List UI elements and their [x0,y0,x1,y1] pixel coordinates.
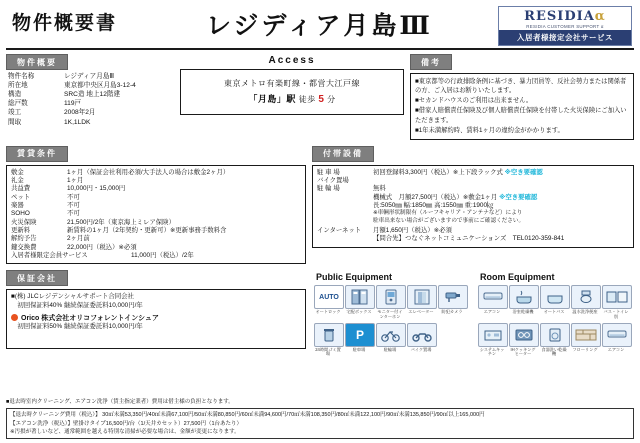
table-row [317,235,629,243]
public-equipment-grid [314,285,468,356]
equipment-item [345,323,373,357]
facility-status: ※空き要確認 [499,193,538,201]
guarantee-box [6,289,306,349]
equipment-label: 防犯カメラ [441,309,463,315]
equipment-label: 温水洗浄便座 [572,309,598,315]
dishwasher-icon [540,323,570,347]
page-title: 物件概要書 [12,12,118,34]
equipment-label: 浴室乾燥機 [512,309,534,315]
table-row [317,210,629,217]
access-heading: Access [268,55,316,66]
equipment-item [540,285,568,319]
footer-box-line: 【退去時クリーニング費用（税込）】 30㎡未満53,350円/40㎡未満67,100円/50㎡未満80,850円/60㎡未満94,600円/70㎡未満108,350円/80㎡未満122,100円/90㎡未満135,850円/90㎡以上165,000円 [10,412,485,419]
orico-company-name: Orico 株式会社オリコフォレントインシュア [21,314,159,322]
equipment-label: エレベーター [408,309,434,315]
remarks-heading: 備考 [410,54,452,70]
facility-value: 【問合先】つなぐネットコミュニケーションズ TEL0120-359-841 [373,235,565,243]
equipment-item [407,323,435,357]
intercom-icon [376,285,406,309]
table-row [317,177,629,185]
remarks-list [415,77,629,135]
equipment-groups [312,272,634,356]
footer-line-1: ■退去時室内クリーニング、エアコン洗浄（賃主指定業者）費用は借主様の負担となります。 [6,399,234,405]
equipment-label: 駐輪場 [383,346,397,352]
outline-key: 物件名称 [8,72,35,80]
equipment-item [602,285,630,319]
trash-room-icon [314,323,344,347]
footer-box [6,408,634,439]
rent-key: 敷金 [11,168,24,176]
table-row [6,109,174,118]
rent-value: 新賃料の1ヶ月（2年契約・更新可）※更新事務手数料含 [67,227,227,235]
outline-value: 東京都中央区月島3-12-4 [64,81,136,89]
parking-icon: P [345,323,375,347]
table-row [317,194,629,202]
facility-key [317,218,373,225]
orico-fee-line: 初回保証料50% 継続保証委託料10,000円/年 [11,322,143,330]
rent-value: 1ヶ月（保証会社利用必須/大手法人の場合は敷金2ヶ月） [67,168,230,176]
facility-value-text: 初回登録料3,300円（税込）※上下段ラック式 [373,168,503,176]
table-row [6,72,174,81]
equipment-label: IHクッキングヒーター [510,346,536,357]
facility-key [317,202,373,210]
table-row [11,194,301,202]
outline-value: 2008年2月 [64,109,96,117]
footer-box-line: 【エアコン洗浄（税込）】壁掛けタイプ16,500円/台（1/天井カセット）27,500円（1台あたり） [10,420,243,427]
rent-value: 10,000円・15,000円 [67,185,126,193]
room-equipment-title: Room Equipment [480,272,555,283]
air-conditioner-icon [478,285,508,309]
rent-key: ペット [11,193,31,201]
equipment-label: エアコン [607,346,625,352]
facility-heading: 付帯設備 [312,146,374,162]
rent-section [6,146,306,265]
table-row [11,169,301,177]
facility-key: バイク置場 [317,177,349,185]
equipment-item [345,285,373,319]
equipment-label: バス・トイレ別 [603,309,629,319]
rent-value: 11,000円（税込）/2年 [131,252,194,260]
rent-value: 不可 [67,193,80,201]
top-columns [6,54,634,140]
facility-value: 無料 [373,185,386,193]
facility-section [312,146,634,265]
rent-rows [11,169,301,261]
rent-key: 共益費 [11,185,31,193]
delivery-box-icon [345,285,375,309]
auto-lock-icon: AUTO [314,285,344,309]
rent-key: 鍵交換費 [11,243,37,251]
rent-value: 1ヶ月 [67,177,84,185]
outline-key: 構造 [8,90,22,98]
rent-value: 不可 [67,210,80,218]
auto-bath-icon [540,285,570,309]
orico-logo-icon [11,314,18,321]
equipment-label: オートバス [543,309,565,315]
facility-key: インターネット [317,226,362,234]
table-row [6,100,174,109]
equipment-item [438,285,466,319]
equipment-item [540,323,568,357]
outline-value: 119戸 [64,100,82,108]
list-item: ■東京都等の行政排除条例に基づき、暴力団員等、反社会勢力または関係者の方、ご入居はお断りいたします。 [415,78,627,95]
equipment-label: 宅配ボックス [346,309,372,315]
system-kitchen-icon [478,323,508,347]
table-row [11,219,301,227]
facility-rows [317,169,629,244]
outline-key: 間取 [8,118,22,126]
rent-value: 2ヶ月前 [67,235,90,243]
rent-key: 火災保険 [11,218,37,226]
equipment-item [509,285,537,319]
equipment-label: バイク置場 [410,346,432,352]
access-line-walk [185,92,399,105]
rent-heading: 賃貸条件 [6,146,68,162]
brand-logo [498,6,632,46]
table-row [11,177,301,185]
facility-key [317,194,373,202]
facility-value: 長:5050㎜ 幅:1850㎜ 高:1550㎜ 重:1900㎏ [373,202,494,210]
outline-key: 竣工 [8,109,22,117]
remarks-section [410,54,634,140]
table-row [317,227,629,235]
rent-value: 22,000円（税込）※必須 [67,243,137,251]
facility-key: 駐 車 場 [317,168,340,176]
guarantee-line-1: ■(株) JLCレジデンシャルサポート合同会社 [11,293,134,301]
equipment-item [571,323,599,357]
equipment-item [314,323,342,357]
washlet-icon [571,285,601,309]
guarantee-heading: 保証会社 [6,270,68,286]
outline-section [6,54,174,140]
flooring-icon [571,323,601,347]
equipment-section [312,270,634,356]
security-camera-icon [438,285,468,309]
access-station: 「月島」駅 [248,94,296,104]
access-line-route: 東京メトロ有楽町線・都営大江戸線 [224,79,360,88]
table-row [11,244,301,252]
equipment-item [314,285,342,319]
rent-value: 不可 [67,202,80,210]
separate-bath-toilet-icon [602,285,632,309]
room-equipment-group [478,272,632,356]
equipment-label: 24時間ゴミ置場 [315,346,341,357]
table-row [11,227,301,235]
rent-key: 楽器 [11,202,24,210]
brand-service-bar: 入居者様接定会社サービス [499,30,631,45]
equipment-item [478,285,506,319]
elevator-icon [407,285,437,309]
brand-alpha: α [594,9,606,24]
equipment-item [407,285,435,319]
facility-value: 月額1,650円（税込）※必須 [373,226,452,234]
facility-value: 駐車出来ない場合がございますので事前にご確認ください。 [373,217,525,224]
equipment-item [602,323,630,357]
outline-heading: 物件概要 [6,54,68,70]
bike-parking-icon [407,323,437,347]
rent-box [6,165,306,265]
brand-name-text: RESIDIA [524,9,595,24]
equipment-item [376,323,404,357]
rent-key: 更新料 [11,227,31,235]
equipment-item [509,323,537,357]
equipment-label: エアコン [483,309,501,315]
public-equipment-group [314,272,468,356]
table-row [6,90,174,99]
equipment-label: 駐車場 [352,346,366,352]
rent-key: SOHO [11,210,30,218]
facility-key [317,235,373,243]
table-row [11,202,301,210]
orico-row [11,313,301,323]
equipment-label: オートロック [315,309,341,315]
document-header [6,4,634,50]
facility-value: ※車輌形状制限有（ルーフキャリア・アンテナなど）により [373,210,523,217]
facility-value [373,194,629,202]
outline-value: レジディア月島Ⅲ [64,72,115,80]
equipment-item [571,285,599,319]
list-item: ■セカンドハウスのご利用は出来ません。 [415,97,533,105]
rent-key: 礼金 [11,177,24,185]
rent-value: 21,500円/2年（東京海上ミレア保険） [67,218,175,226]
access-box [180,69,404,115]
facility-value-text: 機械式 月額27,500円（税込）※敷金1ヶ月 [373,193,498,201]
facility-value [373,169,629,177]
public-equipment-title: Public Equipment [316,272,393,283]
access-walk-minutes: 5 [318,94,325,105]
footer-notes [6,398,634,439]
table-row [317,185,629,193]
table-row [6,81,174,90]
equipment-label: 食器洗い乾燥機 [541,346,567,357]
footer-box-line: ※汚損が著しいなど、通常範囲を越える特別な清掃が必要な場合は、金額が変更になります。 [10,428,240,435]
brand-logo-top [499,7,631,30]
ac-icon-2 [602,323,632,347]
facility-status: ※空き要確認 [504,168,543,176]
ih-cooking-heater-icon [509,323,539,347]
rent-key: 入居者様限定会員サービス [11,252,88,260]
rent-key: 解約予告 [11,235,37,243]
outline-key: 所在地 [8,81,28,89]
outline-value: SRC造 地上12階建 [64,90,121,98]
table-row [11,210,301,218]
list-item: ■借家人賠償責任保険及び個人賠償責任保険を付帯した火災保険にご加入いただきます。 [415,107,627,124]
table-row [11,235,301,243]
outline-value: 1K,1LDK [64,118,91,126]
access-walk-unit: 分 [327,95,336,104]
access-section [180,54,404,140]
facility-box [312,165,634,248]
facility-value [373,177,629,185]
list-item: ■1年未満解約時、賃料1ヶ月の違約金がかかります。 [415,126,564,134]
table-row [11,185,301,193]
bicycle-parking-icon [376,323,406,347]
equipment-label: システムキッチン [479,346,505,357]
outline-table [6,72,174,127]
remarks-box [410,73,634,140]
facility-key [317,210,373,217]
brand-name [499,9,631,24]
guarantee-section [6,270,306,356]
table-row [317,218,629,225]
table-row [317,169,629,177]
facility-key: 駐 輪 場 [317,185,340,193]
bath-dryer-icon [509,285,539,309]
brand-subtitle: RESIDIA CUSTOMER SUPPORT α [526,24,604,29]
table-row [6,118,174,127]
equipment-item [478,323,506,357]
equipment-item [376,285,404,319]
table-row [11,252,301,260]
equipment-label: フローリング [572,346,598,352]
equipment-label: モニター付インターホン [377,309,403,319]
outline-key: 総戸数 [8,100,28,108]
access-walk-label: 徒歩 [298,95,316,104]
bottom-columns [6,270,634,356]
room-equipment-grid [478,285,632,356]
building-name-title: レジディア月島Ⅲ [206,11,433,40]
middle-columns [6,146,634,265]
guarantee-line-2: 初回保証料40% 継続保証委託料10,000円/年 [11,302,143,309]
